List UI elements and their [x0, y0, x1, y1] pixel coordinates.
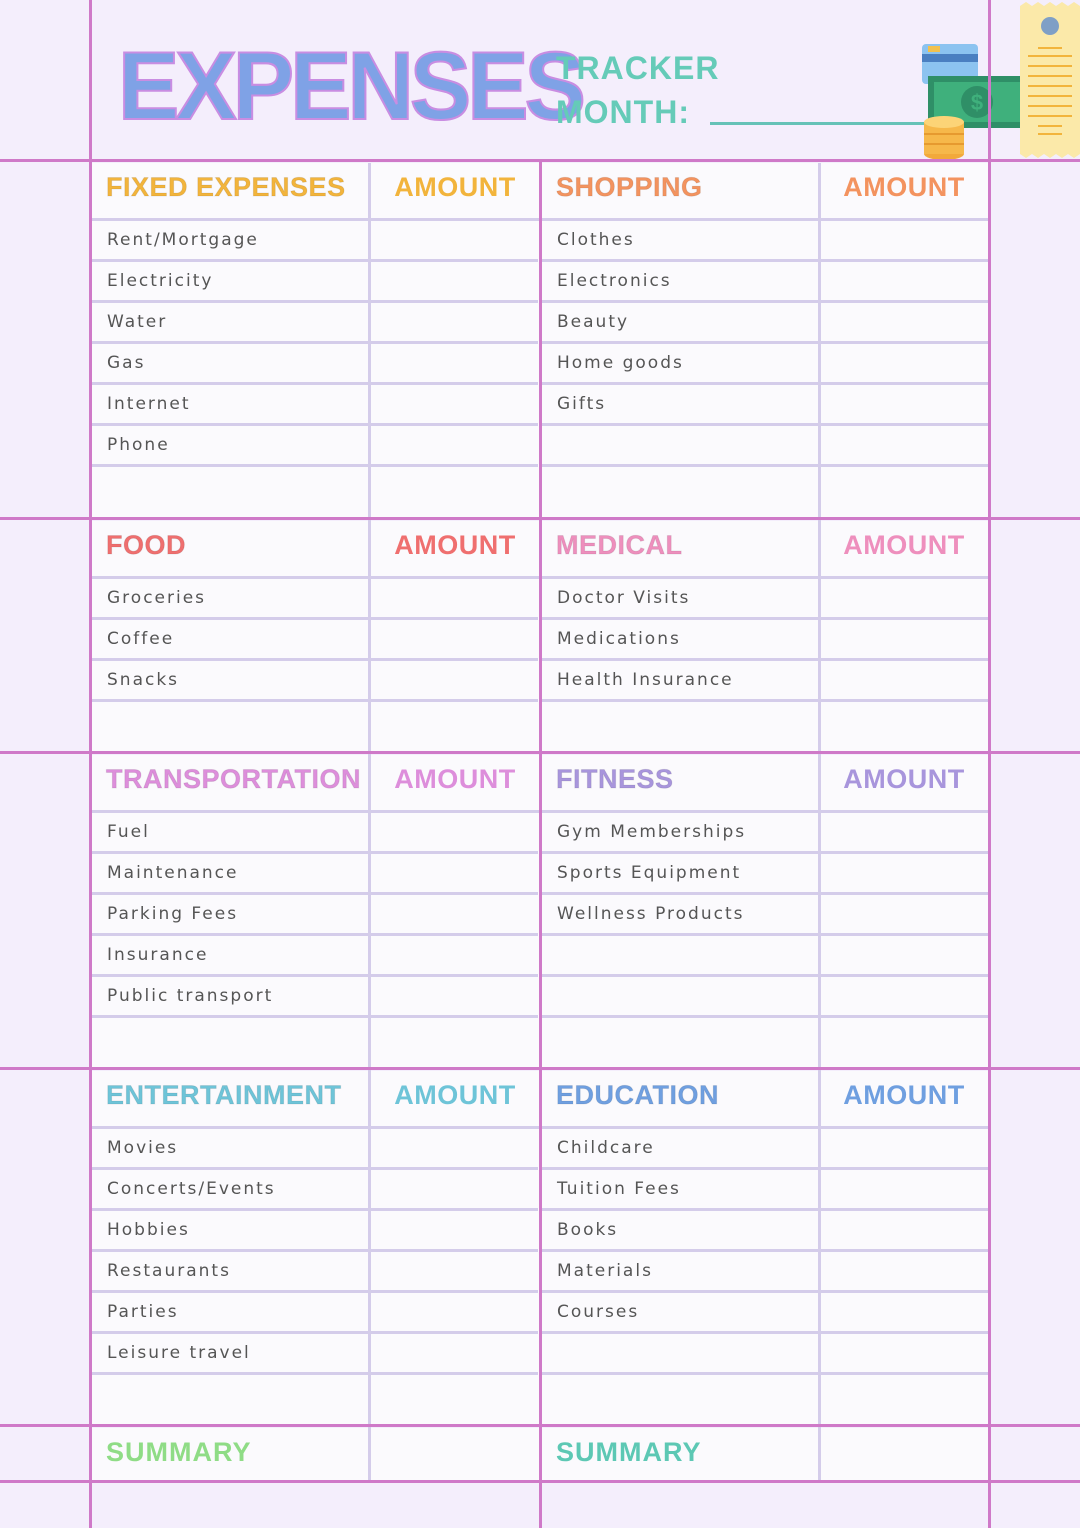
row-label: Home goods	[557, 353, 684, 373]
row-label: Coffee	[107, 629, 175, 649]
amount-cell[interactable]	[821, 1129, 988, 1167]
table-row	[541, 936, 988, 977]
row-label: Restaurants	[107, 1261, 231, 1281]
amount-cell[interactable]	[371, 344, 538, 382]
row-label: Medications	[557, 629, 681, 649]
row-label: Materials	[557, 1261, 653, 1281]
row-label: Books	[557, 1220, 619, 1240]
amount-header-fixed: AMOUNT	[394, 172, 516, 202]
table-row	[541, 467, 988, 519]
table-row	[91, 1252, 538, 1293]
table-row	[91, 1334, 538, 1375]
table-row	[541, 661, 988, 702]
amount-cell[interactable]	[821, 661, 988, 699]
amount-cell[interactable]	[821, 895, 988, 933]
amount-cell[interactable]	[371, 1211, 538, 1249]
amount-cell[interactable]	[821, 1375, 988, 1427]
amount-cell[interactable]	[821, 344, 988, 382]
row-label: Leisure travel	[107, 1343, 251, 1363]
table-row	[91, 1293, 538, 1334]
receipt-icon	[1018, 2, 1080, 162]
amount-cell[interactable]	[371, 620, 538, 658]
amount-cell[interactable]	[821, 1334, 988, 1372]
amount-cell[interactable]	[371, 1170, 538, 1208]
amount-cell[interactable]	[371, 813, 538, 851]
amount-cell[interactable]	[371, 385, 538, 423]
page-title: EXPENSES	[118, 32, 582, 140]
table-row	[91, 661, 538, 702]
row-label: Parties	[107, 1302, 179, 1322]
amount-cell[interactable]	[821, 1252, 988, 1290]
row-label: Gas	[107, 353, 146, 373]
row-label: Parking Fees	[107, 904, 239, 924]
row-label: Sports Equipment	[557, 863, 742, 883]
amount-cell[interactable]	[371, 1293, 538, 1331]
amount-cell[interactable]	[821, 385, 988, 423]
row-label: Gym Memberships	[557, 822, 747, 842]
table-row	[541, 579, 988, 620]
section-title-fitness: FITNESS	[556, 764, 674, 794]
table-row	[91, 1129, 538, 1170]
table-row	[541, 854, 988, 895]
amount-header-fitness: AMOUNT	[843, 764, 965, 794]
table-row	[91, 303, 538, 344]
amount-cell[interactable]	[371, 426, 538, 464]
table-row	[91, 221, 538, 262]
table-row	[91, 702, 538, 754]
amount-cell[interactable]	[821, 262, 988, 300]
table-row	[541, 426, 988, 467]
table-row	[541, 702, 988, 754]
amount-cell[interactable]	[371, 467, 538, 519]
row-label: Water	[107, 312, 168, 332]
grid-line-h3	[0, 751, 1080, 754]
grid-line-h2	[0, 517, 1080, 520]
table-row	[541, 1018, 988, 1070]
grid-line-h6	[0, 1480, 1080, 1483]
table-row	[541, 813, 988, 854]
section-title-transportation: TRANSPORTATION	[106, 764, 361, 794]
row-label: Courses	[557, 1302, 640, 1322]
amount-cell[interactable]	[821, 977, 988, 1015]
table-row	[541, 977, 988, 1018]
section-title-shopping: SHOPPING	[556, 172, 703, 202]
amount-header-transportation: AMOUNT	[394, 764, 516, 794]
section-title-education: EDUCATION	[556, 1080, 719, 1110]
amount-cell[interactable]	[371, 1018, 538, 1070]
grid-line-left	[89, 0, 92, 1528]
table-row	[91, 895, 538, 936]
amount-cell[interactable]	[821, 579, 988, 617]
amount-cell[interactable]	[821, 936, 988, 974]
amount-cell[interactable]	[371, 303, 538, 341]
row-label: Movies	[107, 1138, 179, 1158]
table-row	[541, 895, 988, 936]
row-label: Rent/Mortgage	[107, 230, 259, 250]
amount-cell[interactable]	[371, 221, 538, 259]
row-label: Fuel	[107, 822, 150, 842]
summary-right-label: SUMMARY	[556, 1437, 702, 1467]
amount-cell[interactable]	[371, 1375, 538, 1427]
amount-cell[interactable]	[821, 1211, 988, 1249]
table-row	[541, 1211, 988, 1252]
amount-header-shopping: AMOUNT	[843, 172, 965, 202]
amount-cell[interactable]	[821, 702, 988, 754]
row-label: Public transport	[107, 986, 274, 1006]
amount-cell[interactable]	[821, 813, 988, 851]
amount-cell[interactable]	[821, 467, 988, 519]
grid-line-h5	[0, 1424, 1080, 1427]
table-row	[541, 620, 988, 661]
row-label: Internet	[107, 394, 191, 414]
amount-cell[interactable]	[821, 1293, 988, 1331]
row-label: Beauty	[557, 312, 630, 332]
section-title-fixed-expenses: FIXED EXPENSES	[106, 172, 346, 202]
amount-cell[interactable]	[371, 1334, 538, 1372]
amount-cell[interactable]	[821, 620, 988, 658]
table-row	[91, 620, 538, 661]
amount-cell[interactable]	[371, 854, 538, 892]
row-label: Childcare	[557, 1138, 655, 1158]
section-title-entertainment: ENTERTAINMENT	[106, 1080, 342, 1110]
subtitle-tracker: TRACKER	[556, 50, 720, 86]
amount-cell[interactable]	[371, 1252, 538, 1290]
amount-cell[interactable]	[821, 854, 988, 892]
table-row	[91, 426, 538, 467]
section-title-medical: MEDICAL	[556, 530, 683, 560]
amount-cell[interactable]	[371, 936, 538, 974]
summary-right-amount-cell[interactable]	[821, 1428, 988, 1480]
grid-line-h4	[0, 1067, 1080, 1070]
table-row	[541, 221, 988, 262]
table-row	[541, 1334, 988, 1375]
amount-cell[interactable]	[821, 1170, 988, 1208]
row-label: Maintenance	[107, 863, 239, 883]
row-label: Gifts	[557, 394, 607, 414]
amount-cell[interactable]	[371, 579, 538, 617]
table-row	[541, 1293, 988, 1334]
grid-line-right	[988, 0, 991, 1528]
row-label: Health Insurance	[557, 670, 734, 690]
table-row	[541, 344, 988, 385]
table-row	[91, 1375, 538, 1427]
summary-left-amount-cell[interactable]	[371, 1428, 538, 1480]
amount-cell[interactable]	[371, 977, 538, 1015]
summary-left-label: SUMMARY	[106, 1437, 252, 1467]
amount-cell[interactable]	[821, 1018, 988, 1070]
row-label: Insurance	[107, 945, 209, 965]
amount-cell[interactable]	[371, 702, 538, 754]
table-row	[541, 1252, 988, 1293]
table-row	[91, 1170, 538, 1211]
table-row	[541, 1129, 988, 1170]
row-label: Doctor Visits	[557, 588, 691, 608]
subtitle-month: MONTH:	[556, 94, 690, 130]
row-label: Groceries	[107, 588, 207, 608]
grid-line-center	[539, 160, 542, 1528]
amount-header-food: AMOUNT	[394, 530, 516, 560]
amount-cell[interactable]	[371, 661, 538, 699]
table-row	[91, 385, 538, 426]
amount-header-medical: AMOUNT	[843, 530, 965, 560]
table-row	[91, 813, 538, 854]
amount-cell[interactable]	[371, 262, 538, 300]
table-row	[541, 1170, 988, 1211]
table-row	[541, 1375, 988, 1427]
amount-cell[interactable]	[821, 426, 988, 464]
amount-cell[interactable]	[821, 221, 988, 259]
table-row	[91, 262, 538, 303]
row-label: Phone	[107, 435, 170, 455]
amount-header-education: AMOUNT	[843, 1080, 965, 1110]
row-label: Concerts/Events	[107, 1179, 276, 1199]
coin-stack-icon	[924, 116, 964, 160]
row-label: Electricity	[107, 271, 214, 291]
table-row	[541, 262, 988, 303]
row-label: Electronics	[557, 271, 672, 291]
svg-text:$: $	[970, 90, 984, 115]
table-row	[91, 1018, 538, 1070]
row-label: Snacks	[107, 670, 180, 690]
row-label: Tuition Fees	[557, 1179, 681, 1199]
grid-line-h1	[0, 159, 1080, 162]
table-row	[91, 467, 538, 519]
table-row	[541, 385, 988, 426]
table-row	[541, 303, 988, 344]
section-title-food: FOOD	[106, 530, 186, 560]
row-label: Wellness Products	[557, 904, 745, 924]
money-illustration	[918, 42, 1030, 162]
table-row	[91, 344, 538, 385]
month-input-line[interactable]	[710, 122, 930, 125]
amount-cell[interactable]	[371, 895, 538, 933]
row-label: Hobbies	[107, 1220, 190, 1240]
table-row	[91, 854, 538, 895]
table-row	[91, 977, 538, 1018]
amount-header-entertainment: AMOUNT	[394, 1080, 516, 1110]
table-row	[91, 936, 538, 977]
amount-cell[interactable]	[371, 1129, 538, 1167]
table-row	[91, 1211, 538, 1252]
table-row	[91, 579, 538, 620]
row-label: Clothes	[557, 230, 635, 250]
amount-cell[interactable]	[821, 303, 988, 341]
